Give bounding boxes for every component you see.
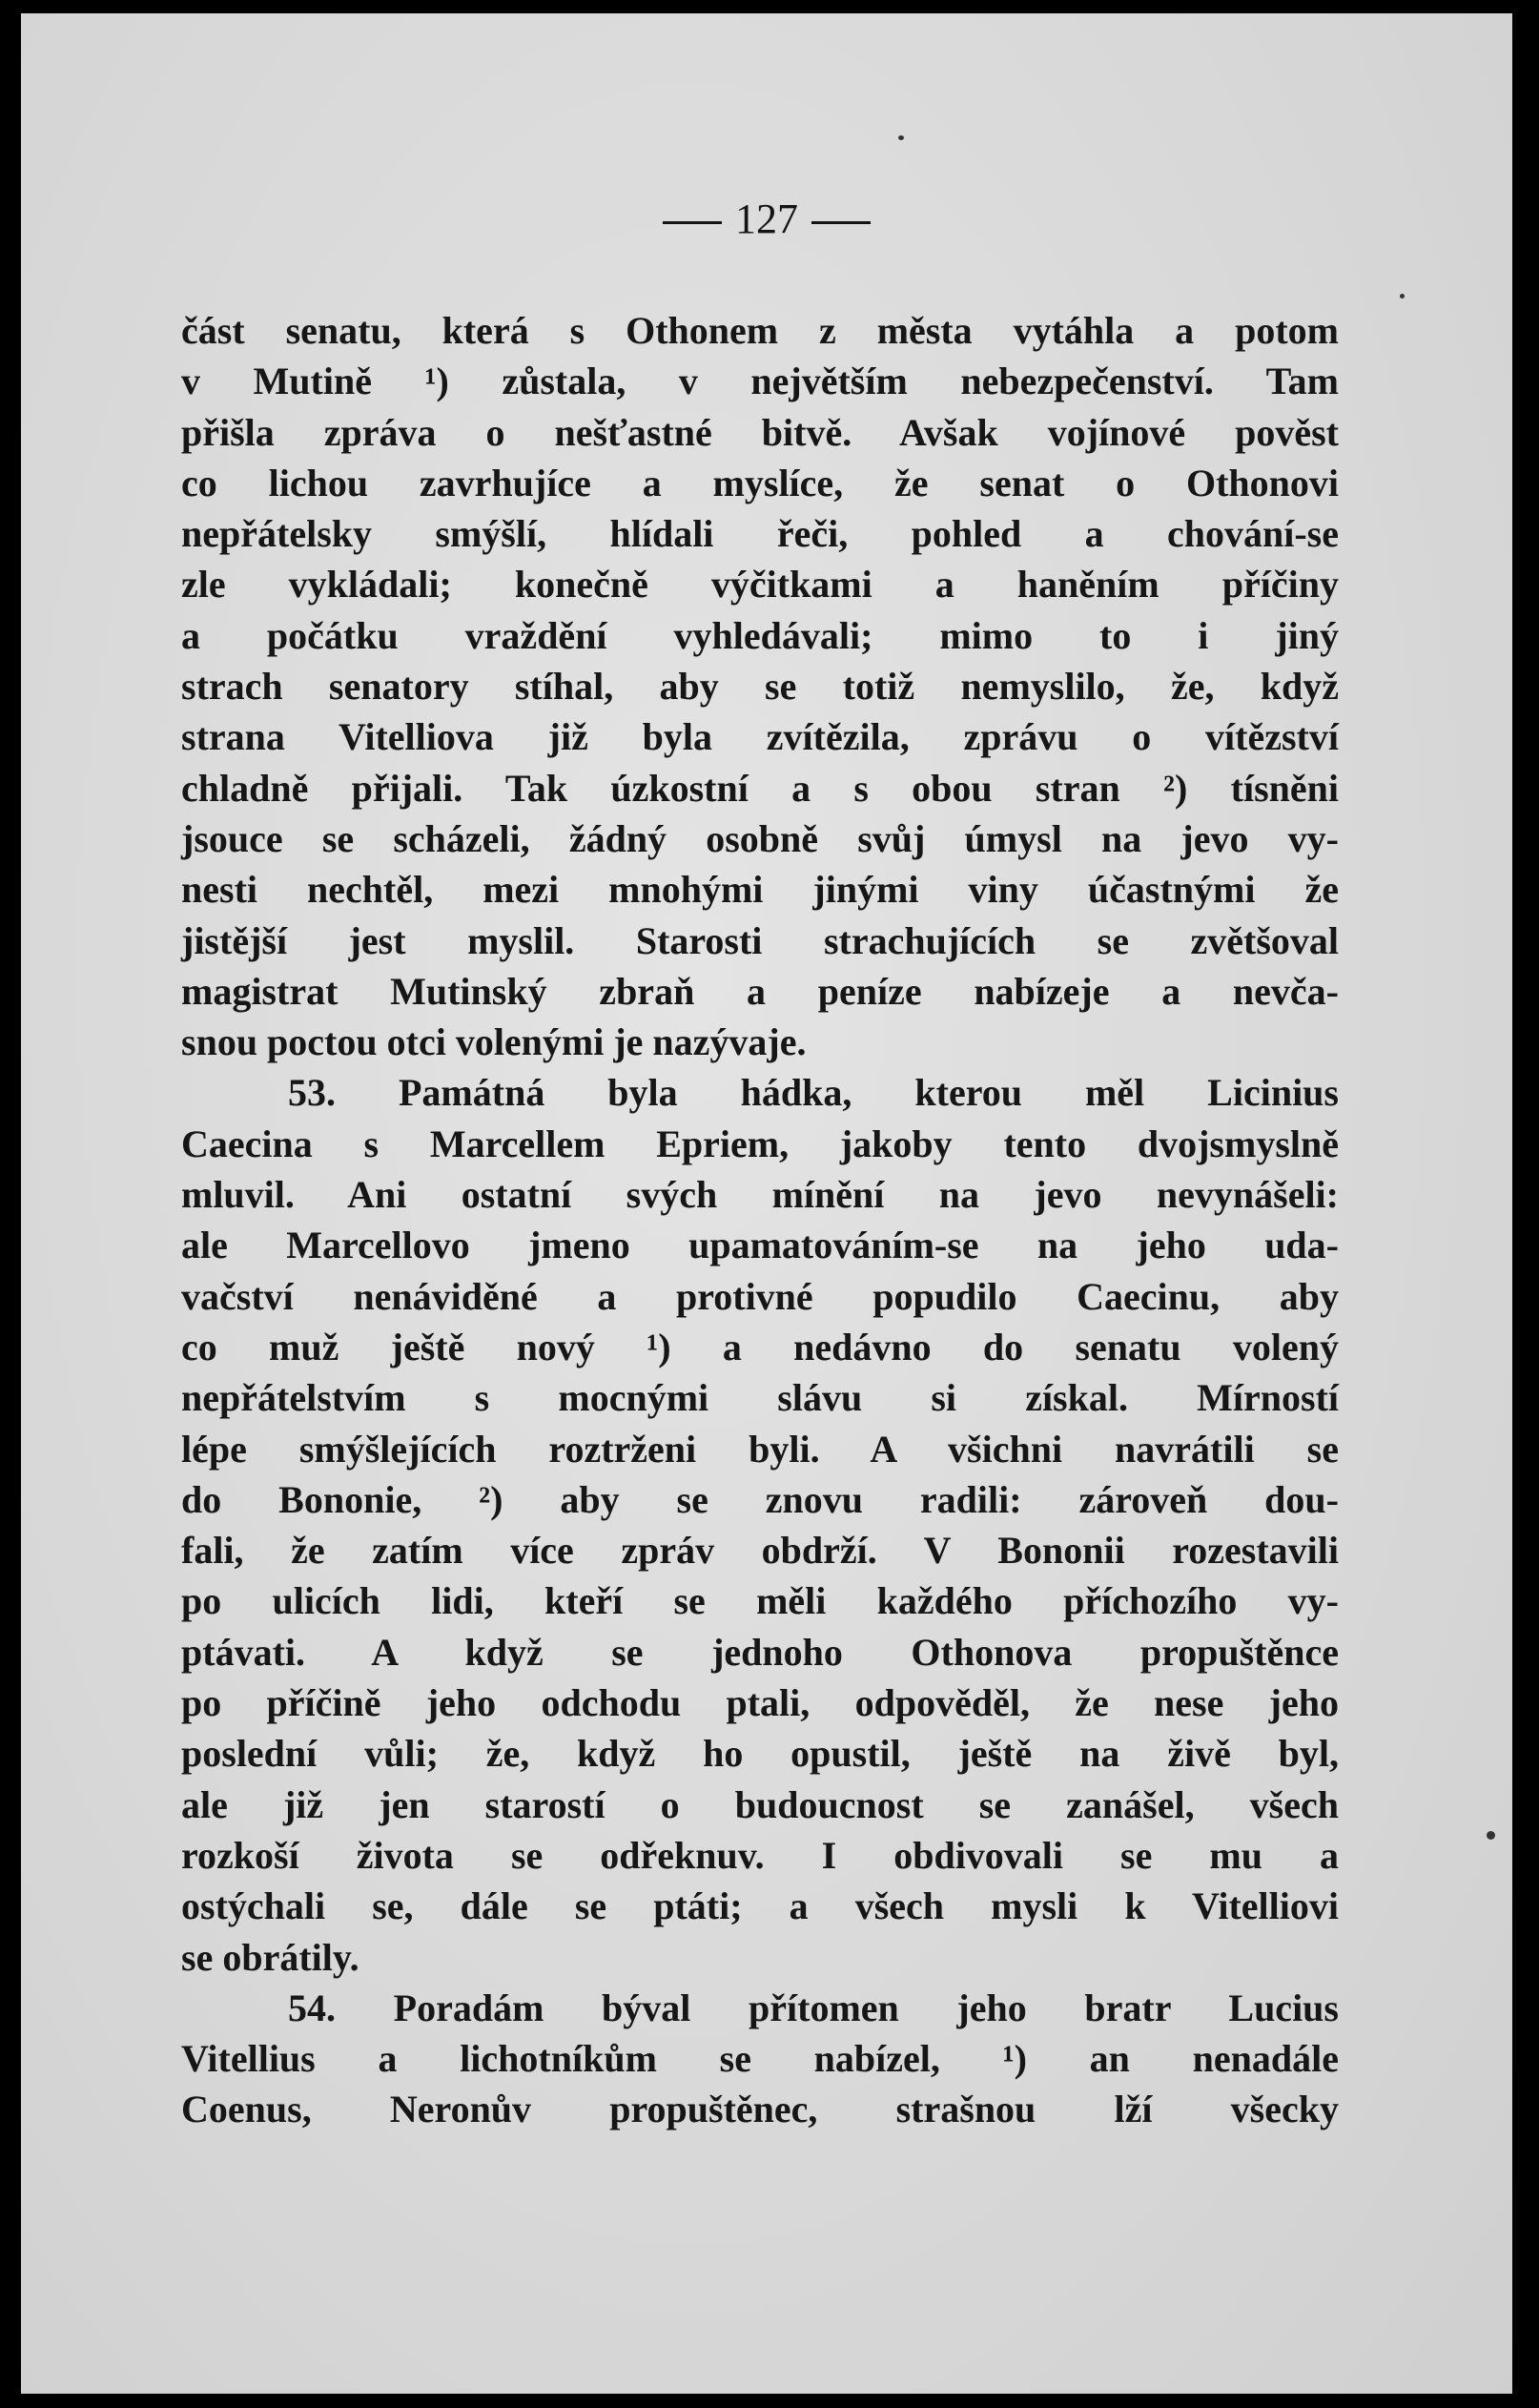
text-line: po ulicích lidi, kteří se měli každého příchozího vy- [181, 1579, 1339, 1623]
text-line: Caecina s Marcellem Epriem, jakoby tento dvojsmyslně [181, 1122, 1339, 1165]
text-line: nesti nechtěl, mezi mnohými jinými viny účastnými že [181, 868, 1339, 912]
text-line: nepřátelstvím s mocnými slávu si získal. Mírností [181, 1376, 1339, 1420]
text-line: Vitellius a lichotníkům se nabízel, ¹) an nenadále [181, 2037, 1339, 2081]
text-line: co lichou zavrhujíce a myslíce, že senat o Othonovi [181, 461, 1339, 504]
page-number-header [21, 195, 1512, 243]
ink-speck [898, 135, 904, 140]
text-line: co muž ještě nový ¹) a nedávno do senatu volený [181, 1325, 1339, 1369]
text-line: chladně přijali. Tak úzkostní a s obou stran ²) tísněni [181, 766, 1339, 810]
text-line: po příčině jeho odchodu ptali, odpověděl, že nese jeho [181, 1681, 1339, 1725]
text-line: rozkoší života se odřeknuv. I obdivovali se mu a [181, 1833, 1339, 1877]
text-line: magistrat Mutinský zbraň a peníze nabízeje a nevča- [181, 969, 1339, 1013]
text-line: mluvil. Ani ostatní svých mínění na jevo nevynášeli: [181, 1173, 1339, 1217]
paragraph-53-start: 53. Památná byla hádka, kterou měl Licinius [288, 1071, 1339, 1115]
left-dash [663, 221, 722, 224]
text-line: vačství nenáviděné a protivné popudilo Caecinu, aby [181, 1274, 1339, 1318]
text-line: ale již jen starostí o budoucnost se zanášel, všech [181, 1782, 1339, 1826]
ink-speck [1487, 1831, 1495, 1840]
text-line: se obrátily. [181, 1935, 359, 1979]
text-line: část senatu, která s Othonem z města vytáhla a potom [181, 309, 1339, 352]
text-line: strach senatory stíhal, aby se totiž nemyslilo, že, když [181, 665, 1339, 709]
text-line: ptávati. A když se jednoho Othonova propuštěnce [181, 1630, 1339, 1674]
text-line: ale Marcellovo jmeno upamatováním-se na jeho uda- [181, 1224, 1339, 1267]
text-line: v Mutině ¹) zůstala, v největším nebezpečenství. Tam [181, 360, 1339, 403]
text-line: jsouce se scházeli, žádný osobně svůj úmysl na jevo vy- [181, 816, 1339, 860]
paragraph-54-start: 54. Poradám býval přítomen jeho bratr Lucius [288, 1986, 1339, 2029]
text-line: strana Vitelliova již byla zvítězila, zprávu o vítězství [181, 715, 1339, 759]
book-page [21, 13, 1512, 2394]
text-line: lépe smýšlejících roztrženi byli. A všichni navrátili se [181, 1427, 1339, 1471]
text-line: fali, že zatím více zpráv obdrží. V Bononii rozestavili [181, 1529, 1339, 1573]
ink-speck [1400, 294, 1405, 298]
body-text [181, 305, 1339, 2135]
text-line: poslední vůli; že, když ho opustil, ještě na živě byl, [181, 1732, 1339, 1776]
page-number: 127 [735, 196, 798, 242]
text-line: do Bononie, ²) aby se znovu radili: zároveň dou- [181, 1477, 1339, 1521]
text-line: ostýchali se, dále se ptáti; a všech mysli k Vitelliovi [181, 1884, 1339, 1928]
text-line: zle vykládali; konečně výčitkami a haněním příčiny [181, 563, 1339, 607]
text-line: Coenus, Neronův propuštěnec, strašnou lží všecky [181, 2088, 1339, 2131]
text-line: a počátku vraždění vyhledávali; mimo to i jiný [181, 613, 1339, 657]
text-line: přišla zpráva o nešťastné bitvě. Avšak vojínové pověst [181, 410, 1339, 454]
right-dash [811, 221, 871, 224]
text-line: nepřátelsky smýšlí, hlídali řeči, pohled a chování-se [181, 512, 1339, 556]
text-line: jistější jest myslil. Starosti strachujících se zvětšoval [181, 918, 1339, 962]
text-line: snou poctou otci volenými je nazývaje. [181, 1020, 807, 1064]
